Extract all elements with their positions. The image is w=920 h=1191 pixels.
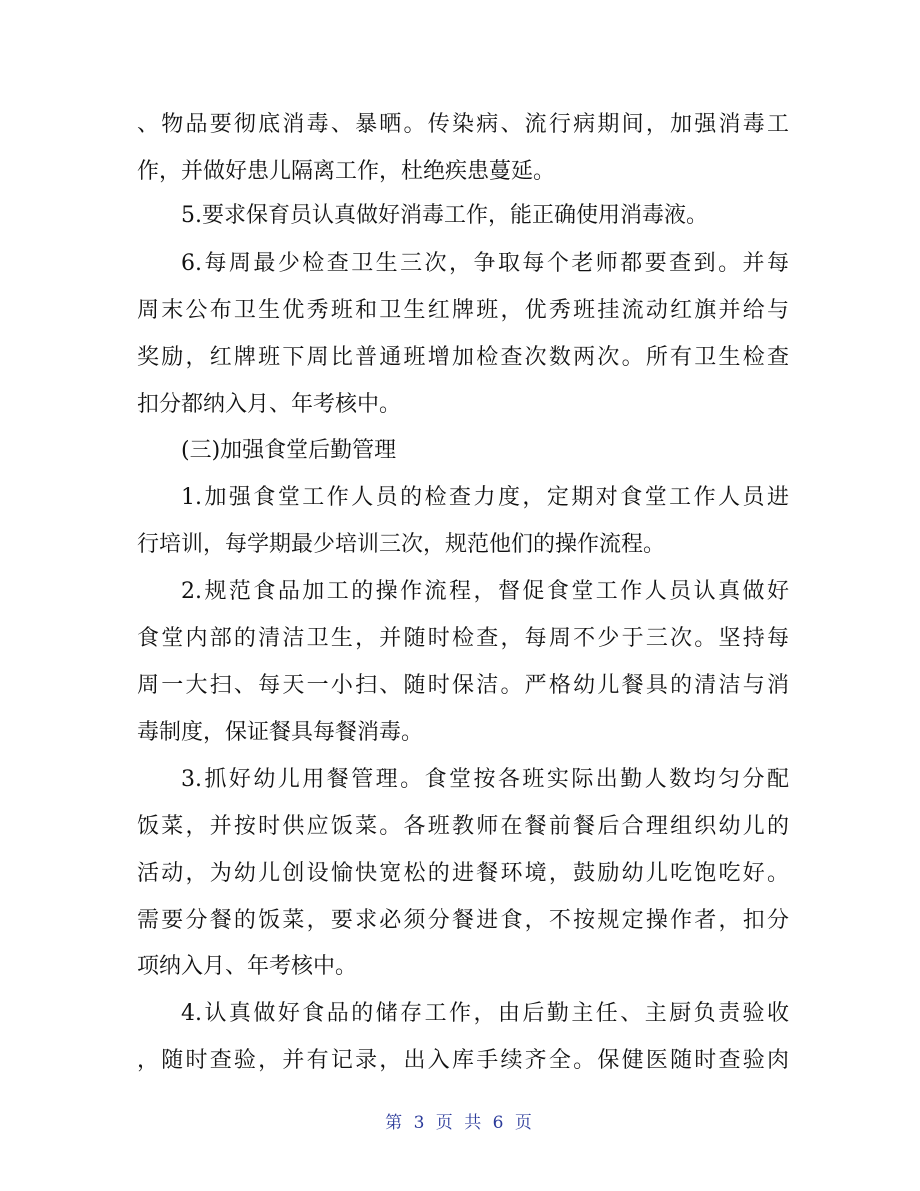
item-2-line-1: 2.规范食品加工的操作流程，督促食堂工作人员认真做好: [181, 579, 789, 604]
item-5-line-1: 5.要求保育员认真做好消毒工作，能正确使用消毒液。: [181, 203, 708, 228]
item-3-line-3: 活动，为幼儿创设愉快宽松的进餐环境，鼓励幼儿吃饱吃好。: [137, 861, 789, 886]
section-heading: (三)加强食堂后勤管理: [181, 438, 397, 463]
item-3-line-4: 需要分餐的饭菜，要求必须分餐进食，不按规定操作者，扣分: [137, 908, 789, 933]
item-6-line-4: 扣分都纳入月、年考核中。: [137, 392, 402, 417]
item-2-line-2: 食堂内部的清洁卫生，并随时检查，每周不少于三次。坚持每: [137, 626, 789, 651]
item-4-line-2: ，随时查验，并有记录，出入库手续齐全。保健医随时查验肉: [137, 1048, 789, 1073]
item-1-line-1: 1.加强食堂工作人员的检查力度，定期对食堂工作人员进: [181, 485, 789, 510]
item-3-line-5: 项纳入月、年考核中。: [137, 954, 358, 979]
item-2-line-3: 周一大扫、每天一小扫、随时保洁。严格幼儿餐具的清洁与消: [137, 673, 789, 698]
item-6-line-1: 6.每周最少检查卫生三次，争取每个老师都要查到。并每: [181, 251, 789, 276]
item-1-line-2: 行培训，每学期最少培训三次，规范他们的操作流程。: [137, 532, 666, 557]
body-line-2: 作，并做好患儿隔离工作，杜绝疾患蔓延。: [137, 159, 556, 184]
item-3-line-1: 3.抓好幼儿用餐管理。食堂按各班实际出勤人数均匀分配: [181, 767, 789, 792]
body-line-1: 、物品要彻底消毒、暴晒。传染病、流行病期间，加强消毒工: [137, 112, 789, 137]
item-2-line-4: 毒制度，保证餐具每餐消毒。: [137, 720, 424, 745]
item-6-line-2: 周末公布卫生优秀班和卫生红牌班，优秀班挂流动红旗并给与: [137, 298, 789, 323]
page-footer: 第 3 页 共 6 页: [385, 1113, 535, 1133]
item-4-line-1: 4.认真做好食品的储存工作，由后勤主任、主厨负责验收: [181, 1001, 789, 1026]
item-3-line-2: 饭菜，并按时供应饭菜。各班教师在餐前餐后合理组织幼儿的: [137, 814, 789, 839]
item-6-line-3: 奖励，红牌班下周比普通班增加检查次数两次。所有卫生检查: [137, 345, 789, 370]
